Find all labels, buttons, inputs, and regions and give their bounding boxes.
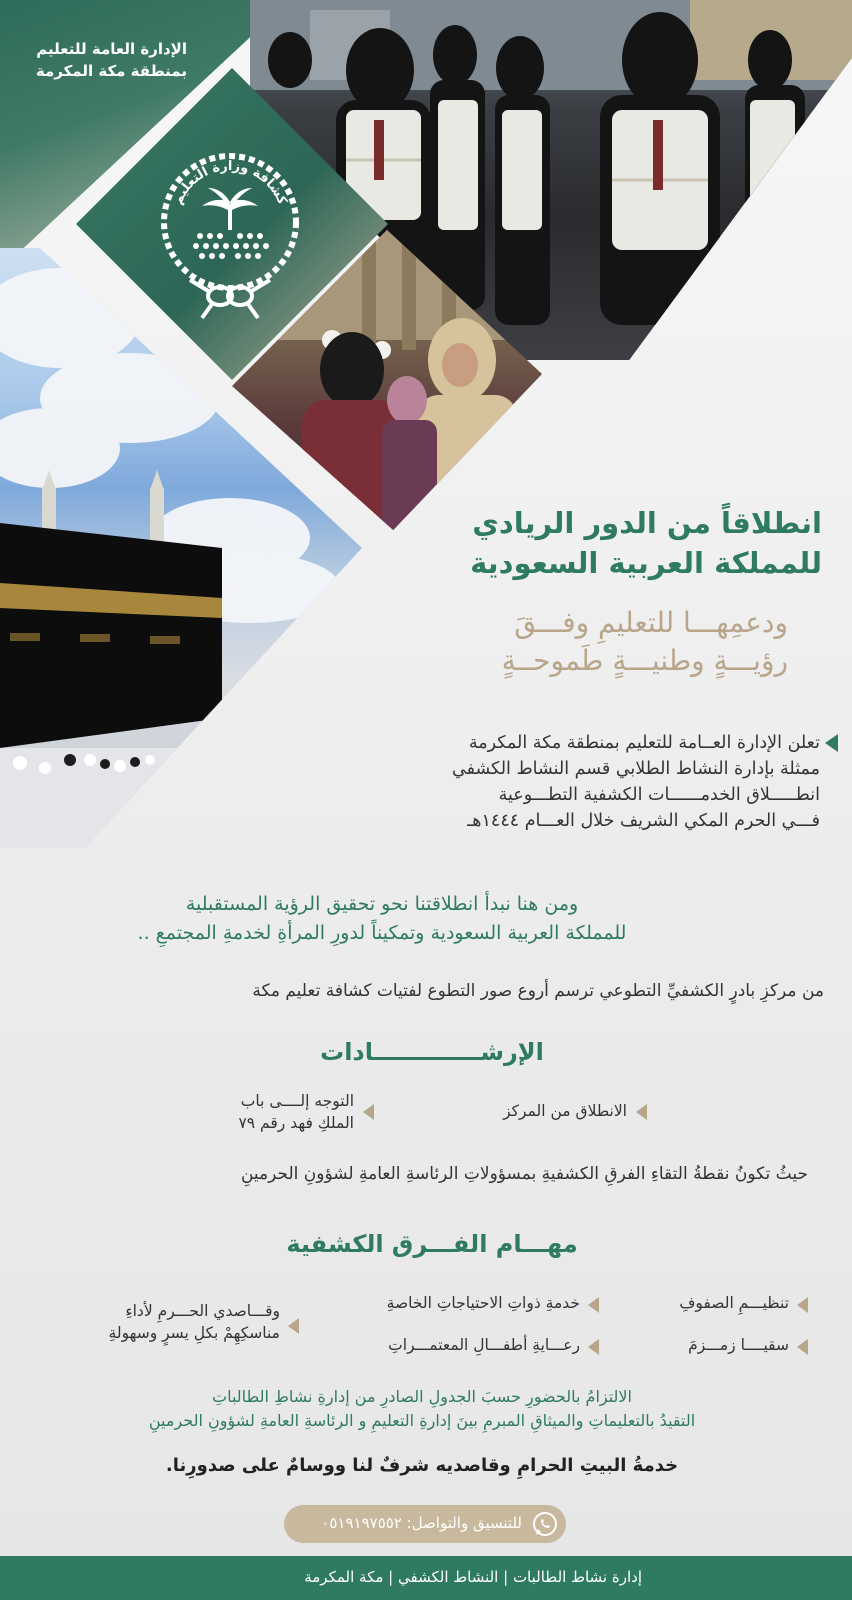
center-statement: من مركزِ بادرٍ الكشفيِّ التطوعي ترسم أروع صور التطوع لفتيات كشافة تعليم مكة — [252, 981, 824, 1001]
whatsapp-icon — [532, 1511, 558, 1537]
announcement-block — [245, 730, 820, 834]
commitment-block — [52, 1385, 792, 1433]
main-headline — [302, 503, 822, 583]
announcement-line1: تعلن الإدارة العــامة للتعليم بمنطقة مكة المكرمة — [468, 733, 820, 753]
guidance-note: حيثُ تكونُ نقطةُ التقاءِ الفرقِ الكشفيةِ بمسؤولاتِ الرئاسةِ العامةِ لشؤونِ الحرمينِ — [240, 1164, 808, 1184]
vision-statement — [52, 890, 712, 948]
guidance-item2-arrow-icon — [363, 1104, 374, 1120]
commitment-line1: الالتزامُ بالحضورِ حسبَ الجدولِ الصادرِ من إدارةِ نشاطِ الطالباتِ — [212, 1387, 632, 1406]
honor-statement: خدمةُ البيتِ الحرامِ وقاصديه شرفٌ لنا ووسامٌ على صدورِنا. — [165, 1455, 679, 1476]
task3-arrow-icon — [288, 1318, 299, 1334]
tasks-title: مهـــام الفـــرق الكشفية — [286, 1230, 578, 1258]
task-zamzam: سقيــــا زمـــزمَ — [688, 1336, 789, 1354]
footer-text: إدارة نشاط الطالبات | النشاط الكشفي | مكة المكرمة — [304, 1568, 642, 1586]
task4-arrow-icon — [797, 1339, 808, 1355]
header-org-name — [7, 38, 187, 82]
subheadline-line1: ودعمِهـــا للتعليمِ وفـــقَ — [514, 606, 788, 639]
guidance-item1-arrow-icon — [636, 1104, 647, 1120]
logo-arc-text: كشافة وزارة التعليم — [170, 158, 290, 207]
scouts-ministry-logo — [150, 140, 310, 330]
vision-line1: ومن هنا نبدأ انطلاقتنا نحو تحقيق الرؤية المستقبلية — [185, 893, 579, 915]
guidance-item-gate — [184, 1090, 354, 1134]
task-children-care: رعـــايةِ أطفـــالِ المعتمـــراتِ — [388, 1336, 580, 1354]
announcement-line2: ممثلة بإدارة النشاط الطلابي قسم النشاط الكشفي — [452, 759, 820, 779]
header-org-line2: بمنطقة مكة المكرمة — [35, 62, 187, 80]
task3-line1: وقـــاصدي الحـــرمِ لأداءِ — [125, 1302, 280, 1320]
header-org-line1: الإدارة العامة للتعليم — [36, 40, 187, 58]
sub-headline — [308, 604, 788, 680]
announcement-arrow-icon — [825, 734, 838, 752]
guidance-item2-line2: الملكِ فهد رقم ٧٩ — [238, 1114, 354, 1132]
task5-arrow-icon — [588, 1339, 599, 1355]
headline-line1: انطلاقاً من الدور الريادي — [472, 506, 822, 540]
task2-arrow-icon — [588, 1297, 599, 1313]
announcement-line4: فـــي الحرم المكي الشريف خلال العـــام ١٤٤٤هـ — [467, 811, 820, 831]
contact-text: للتنسيق والتواصل: ٠٥١٩١٩٧٥٥٢ — [321, 1514, 522, 1532]
headline-line2: للمملكة العربية السعودية — [470, 546, 822, 580]
vision-line2: للمملكة العربية السعودية وتمكيناً لدورِ المرأةِ لخدمةِ المجتمعِ .. — [137, 922, 627, 944]
task3-line2: مناسكِهِمْ بكلِ يسرٍ وسهولةِ — [108, 1324, 280, 1342]
task-organize-rows: تنظيـــمِ الصفوفِ — [679, 1294, 789, 1312]
contact-pill[interactable] — [284, 1505, 566, 1543]
commitment-line2: التقيدُ بالتعليماتِ والميثاقِ المبرمِ بينَ إدارةِ التعليمِ و الرئاسةِ العامةِ لشؤونِ الحرمينِ — [148, 1411, 696, 1430]
guidance-item2-line1: التوجه إلــــى باب — [240, 1092, 354, 1110]
task-pilgrims — [40, 1300, 280, 1344]
guidance-title: الإرشـــــــــــــادات — [320, 1038, 544, 1066]
guidance-item-departure: الانطلاق من المركز — [503, 1102, 627, 1120]
subheadline-line2: رؤيـــةٍ وطنيـــةٍ طَموحــةٍ — [501, 644, 788, 677]
footer-bar — [0, 1556, 852, 1600]
svg-text:كشافة وزارة التعليم — [170, 159, 289, 207]
task-special-needs: خدمةِ ذواتِ الاحتياجاتِ الخاصةِ — [386, 1294, 580, 1312]
task1-arrow-icon — [797, 1297, 808, 1313]
announcement-line3: انطـــــلاق الخدمــــــات الكشفية التطـــوعية — [498, 785, 820, 805]
